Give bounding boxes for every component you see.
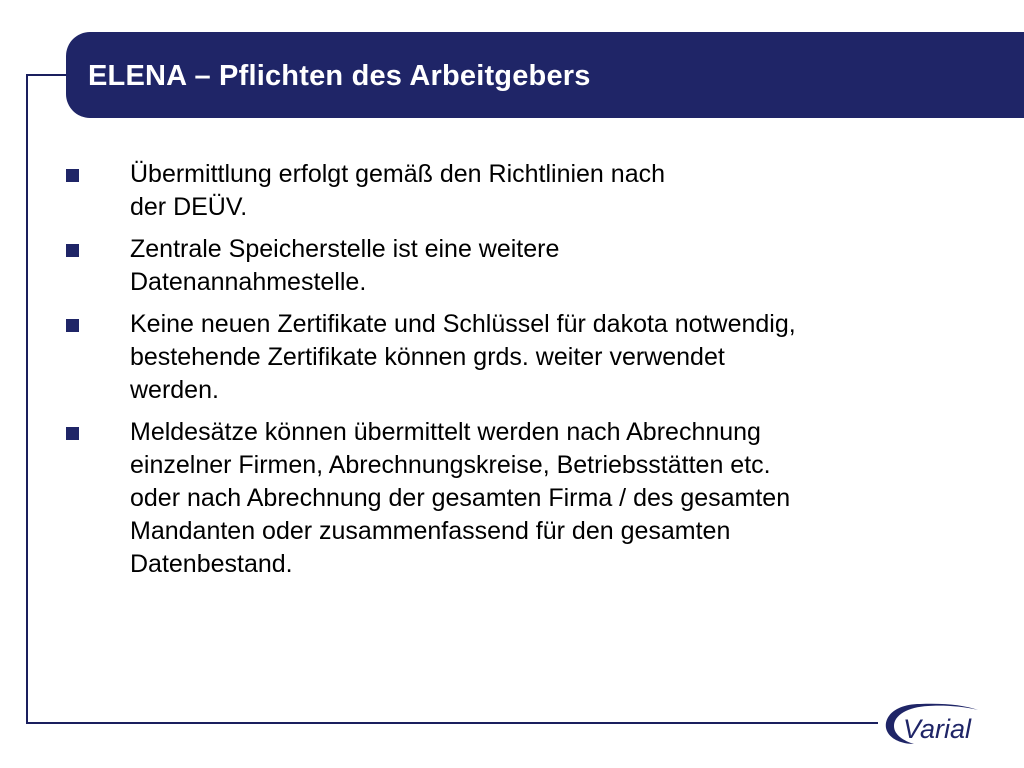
title-bar (66, 32, 1024, 118)
bullet-text-line: einzelner Firmen, Abrechnungskreise, Betriebsstätten etc. (130, 451, 771, 479)
slide-title: ELENA – Pflichten des Arbeitgebers (88, 60, 591, 92)
bullet-text-line: Meldesätze können übermittelt werden nach Abrechnung (130, 418, 761, 446)
bullet-text-line: Keine neuen Zertifikate und Schlüssel für dakota notwendig, (130, 310, 796, 338)
square-bullet-icon (66, 169, 79, 182)
bullet-text-line: der DEÜV. (130, 193, 248, 221)
bullet-text-line: Zentrale Speicherstelle ist eine weitere (130, 235, 560, 263)
bullet-item (62, 308, 982, 407)
bullet-text-line: Datenbestand. (130, 550, 293, 578)
bullet-text-line: Übermittlung erfolgt gemäß den Richtlinien nach (130, 160, 665, 188)
square-bullet-icon (66, 319, 79, 332)
bullet-item (62, 158, 982, 224)
square-bullet-icon (66, 244, 79, 257)
frame-line-bottom (26, 722, 878, 724)
bullet-item (62, 233, 982, 299)
square-bullet-icon (66, 427, 79, 440)
varial-logo (882, 694, 1008, 750)
frame-line-left (26, 74, 28, 724)
bullet-text-line: werden. (130, 376, 219, 404)
frame-line-top (26, 74, 68, 76)
bullet-text-line: Mandanten oder zusammenfassend für den gesamten (130, 517, 731, 545)
bullet-item (62, 416, 982, 581)
bullet-list (62, 158, 982, 590)
bullet-text-line: Datenannahmestelle. (130, 268, 367, 296)
bullet-text-line: oder nach Abrechnung der gesamten Firma / des gesamten (130, 484, 791, 512)
bullet-text-line: bestehende Zertifikate können grds. weiter verwendet (130, 343, 725, 371)
logo-wordmark: Varial (903, 714, 972, 744)
